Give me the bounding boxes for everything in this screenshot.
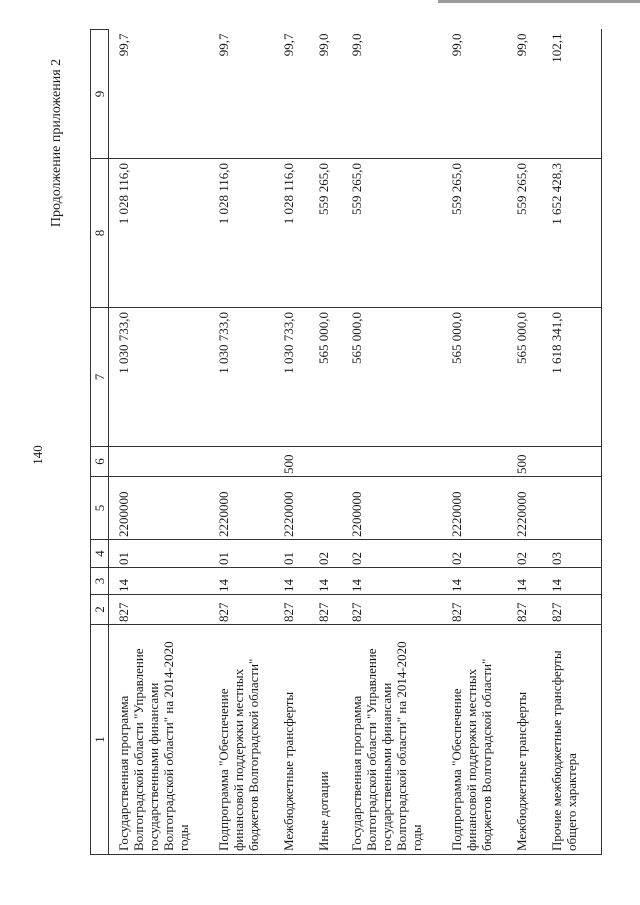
cell-kind [542,447,602,477]
cell-percent: 99,0 [442,30,507,159]
cell-subsection: 03 [542,540,602,568]
row-name: Межбюджетные трансферты [507,625,542,855]
cell-target: 2200000 [342,477,442,540]
cell-ved: 827 [542,595,602,625]
cell-ved: 827 [507,595,542,625]
cell-plan: 565 000,0 [309,308,342,447]
table-row [209,30,274,855]
cell-fact: 559 265,0 [309,159,342,308]
row-name: Иные дотации [309,625,342,855]
header-cell: 3 [91,568,109,595]
cell-target: 2220000 [274,477,309,540]
cell-section: 14 [274,568,309,595]
cell-ved: 827 [342,595,442,625]
table-row [309,30,342,855]
cell-fact: 1 028 116,0 [109,159,209,308]
cell-ved: 827 [442,595,507,625]
cell-target: 2220000 [442,477,507,540]
cell-section: 14 [542,568,602,595]
cell-section: 14 [209,568,274,595]
cell-percent: 99,7 [109,30,209,159]
cell-ved: 827 [109,595,209,625]
cell-section: 14 [507,568,542,595]
cell-section: 14 [109,568,209,595]
cell-kind [342,447,442,477]
row-name: Подпрограмма "Обеспечение финансовой поддержки местных бюджетов Волгоградской области" [442,625,507,855]
table-row [542,30,602,855]
cell-subsection: 02 [309,540,342,568]
header-cell: 5 [91,477,109,540]
cell-target [542,477,602,540]
cell-plan: 1 030 733,0 [109,308,209,447]
cell-subsection: 01 [274,540,309,568]
cell-kind: 500 [507,447,542,477]
header-cell: 9 [91,30,109,159]
header-cell: 4 [91,540,109,568]
cell-percent: 99,7 [209,30,274,159]
row-name: Прочие межбюджетные трансферты общего характера [542,625,602,855]
cell-subsection: 01 [209,540,274,568]
table-header-row [91,30,109,855]
cell-kind [209,447,274,477]
cell-section: 14 [309,568,342,595]
cell-section: 14 [342,568,442,595]
cell-percent: 102,1 [542,30,602,159]
cell-subsection: 02 [442,540,507,568]
header-cell: 1 [91,625,109,855]
cell-fact: 1 028 116,0 [274,159,309,308]
table-row [274,30,309,855]
rotated-table-area [90,30,610,855]
cell-plan: 565 000,0 [342,308,442,447]
cell-fact: 1 028 116,0 [209,159,274,308]
header-cell: 7 [91,308,109,447]
cell-percent: 99,0 [342,30,442,159]
cell-kind [442,447,507,477]
row-name: Подпрограмма "Обеспечение финансовой поддержки местных бюджетов Волгоградской области" [209,625,274,855]
cell-kind [309,447,342,477]
table-row [507,30,542,855]
header-cell: 6 [91,447,109,477]
cell-kind [109,447,209,477]
cell-percent: 99,7 [274,30,309,159]
cell-fact: 559 265,0 [507,159,542,308]
row-name: Межбюджетные трансферты [274,625,309,855]
cell-plan: 1 030 733,0 [209,308,274,447]
cell-percent: 99,0 [309,30,342,159]
cell-ved: 827 [209,595,274,625]
header-cell: 2 [91,595,109,625]
table-row [342,30,442,855]
cell-target: 2200000 [109,477,209,540]
cell-ved: 827 [309,595,342,625]
table-row [109,30,209,855]
table-row [442,30,507,855]
cell-ved: 827 [274,595,309,625]
cell-plan: 1 030 733,0 [274,308,309,447]
row-name: Государственная программа Волгоградской области "Управление государственными финансами Волгоградской области" на 2014-2020 годы [109,625,209,855]
cell-fact: 559 265,0 [442,159,507,308]
top-edge-rule [438,0,640,3]
cell-target: 2220000 [507,477,542,540]
cell-target: 2220000 [209,477,274,540]
cell-subsection: 02 [507,540,542,568]
cell-subsection: 01 [109,540,209,568]
cell-fact: 559 265,0 [342,159,442,308]
appendix-caption: Продолжение приложения 2 [49,58,64,228]
cell-plan: 565 000,0 [442,308,507,447]
cell-section: 14 [442,568,507,595]
page-number: 140 [30,445,45,465]
cell-target [309,477,342,540]
cell-plan: 1 618 341,0 [542,308,602,447]
row-name: Государственная программа Волгоградской области "Управление государственными финансами Волгоградской области" на 2014-2020 годы [342,625,442,855]
cell-kind: 500 [274,447,309,477]
cell-percent: 99,0 [507,30,542,159]
header-cell: 8 [91,159,109,308]
cell-subsection: 02 [342,540,442,568]
cell-plan: 565 000,0 [507,308,542,447]
budget-table [90,29,602,855]
cell-fact: 1 652 428,3 [542,159,602,308]
